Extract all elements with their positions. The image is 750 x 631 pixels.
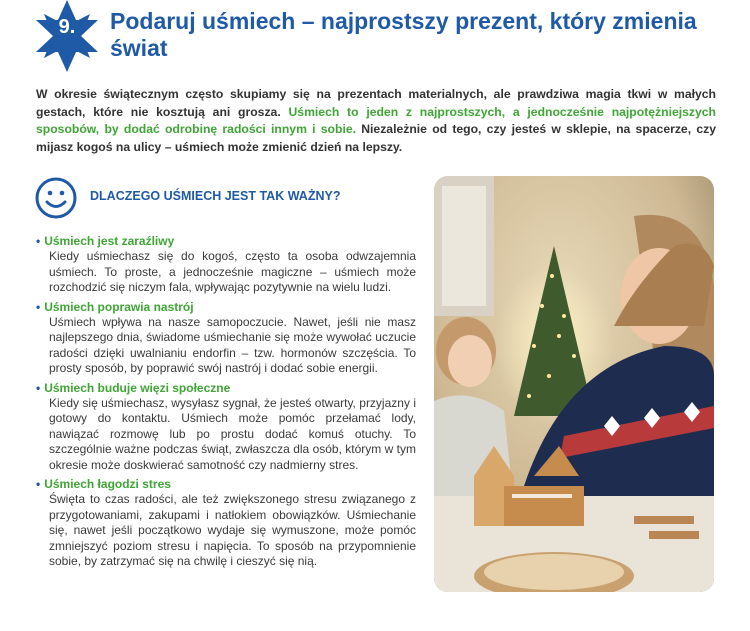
list-item <box>36 234 416 296</box>
item-text: Uśmiech wpływa na nasze samopoczucie. Nawet, jeśli nie masz najlepszego dnia, świadome uśmiechanie się może wywołać uczucie radości dzięki uwalnianiu endorfin – tzw. hormonów szczęścia. To prosty sposób, by poprawić swój nastrój i dodać sobie energii. <box>49 314 416 375</box>
item-title: Uśmiech łagodzi stres <box>44 477 171 491</box>
page-title: Podaruj uśmiech – najprostszy prezent, który zmienia świat <box>110 8 697 61</box>
item-title: Uśmiech poprawia nastrój <box>44 299 194 314</box>
reasons-list <box>36 234 416 574</box>
intro-paragraph <box>36 86 716 156</box>
bullet-icon: • <box>36 234 41 248</box>
list-item <box>36 381 416 474</box>
bullet-icon: • <box>36 380 41 395</box>
section-number: 9. <box>58 16 76 38</box>
christmas-photo <box>434 176 714 592</box>
list-item <box>36 300 416 377</box>
intro-highlight: Uśmiech to jeden z najprostszych, a jednocześnie najpotężniejszych sposobów, by dodać odrobinę radości innym i sobie. <box>36 104 716 136</box>
bullet-icon: • <box>36 477 41 491</box>
intro-text-1: W okresie świątecznym często skupiamy się na prezentach materialnych, ale prawdziwa magia tkwi w małych gestach, które nie kosztują ani grosza. <box>36 87 716 119</box>
list-item <box>36 477 416 570</box>
item-text: Święta to czas radości, ale też zwiększonego stresu związanego z przygotowaniami, zakupami i natłokiem obowiązków. Uśmiechanie się, nawet jeśli początkowo wydaje się wymuszone, może pomóc zmniejszyć poziom stresu i napięcia. To sposób na przypomnienie sobie, by zatrzymać się na chwilę i cieszyć się nią. <box>49 492 416 568</box>
item-text: Kiedy się uśmiechasz, wysyłasz sygnał, że jesteś otwarty, przyjazny i gotowy do kontaktu. Uśmiech może pomóc przełamać lody, nawiązać rozmowę lub po prostu dodać komuś otuchy. To szczególnie ważne podczas świąt, zwłaszcza dla osób, którym w tym okresie może doskwierać samotność czy nadmierny stres. <box>49 395 416 472</box>
section-heading: DLACZEGO UŚMIECH JEST TAK WAŻNY? <box>90 189 341 203</box>
item-title: Uśmiech buduje więzi społeczne <box>44 380 231 395</box>
smile-icon <box>34 176 78 220</box>
bullet-icon: • <box>36 299 41 314</box>
item-text: Kiedy uśmiechasz się do kogoś, często ta osoba odwzajemnia uśmiech. To proste, a jednocześnie magiczne – uśmiech może rozchodzić się niczym fala, wpływając pozytywnie na wielu ludzi. <box>49 249 416 294</box>
item-title: Uśmiech jest zaraźliwy <box>44 234 175 248</box>
intro-text-2: Niezależnie od tego, czy jesteś w sklepie, na spacerze, czy mijasz kogoś na ulicy – uśmiech może zmienić dzień na lepszy. <box>36 122 716 154</box>
